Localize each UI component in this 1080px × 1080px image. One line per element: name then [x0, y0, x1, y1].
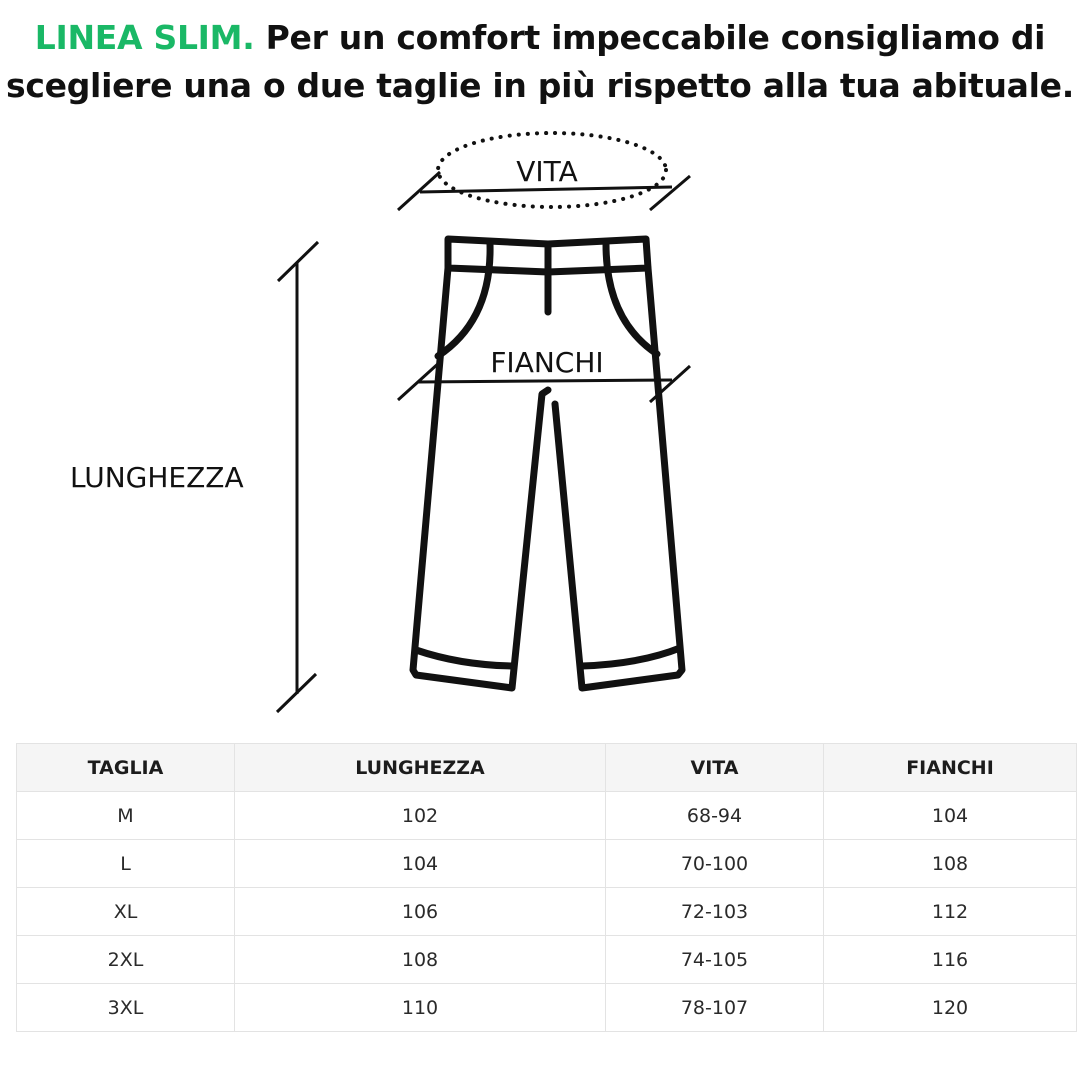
cell-vita: 68-94 — [606, 792, 824, 840]
hips-label: FIANCHI — [490, 346, 604, 379]
cell-lunghezza: 110 — [235, 984, 606, 1032]
cell-vita: 72-103 — [606, 888, 824, 936]
cell-vita: 74-105 — [606, 936, 824, 984]
cell-fianchi: 104 — [824, 792, 1077, 840]
header-lunghezza: LUNGHEZZA — [235, 744, 606, 792]
cell-lunghezza: 104 — [235, 840, 606, 888]
headline-accent: LINEA SLIM. — [34, 18, 255, 57]
table-row — [17, 936, 1077, 984]
table-row — [17, 840, 1077, 888]
waist-measure-tick-right — [650, 176, 690, 210]
cell-vita: 78-107 — [606, 984, 824, 1032]
cell-taglia: 3XL — [17, 984, 235, 1032]
table-header-row — [17, 744, 1077, 792]
waist-label: VITA — [516, 155, 578, 188]
headline-line-2: scegliere una o due taglie in più rispetto alla tua abituale. — [6, 66, 1074, 105]
cell-taglia: M — [17, 792, 235, 840]
cell-fianchi: 116 — [824, 936, 1077, 984]
headline-line-1-text: Per un comfort impeccabile consigliamo di — [254, 18, 1046, 57]
length-label: LUNGHEZZA — [70, 461, 244, 494]
cell-taglia: L — [17, 840, 235, 888]
cell-taglia: XL — [17, 888, 235, 936]
header-fianchi: FIANCHI — [824, 744, 1077, 792]
size-table — [16, 743, 1077, 1032]
cell-fianchi: 108 — [824, 840, 1077, 888]
cell-vita: 70-100 — [606, 840, 824, 888]
hips-measure-line — [418, 380, 672, 382]
table-row — [17, 792, 1077, 840]
cell-fianchi: 120 — [824, 984, 1077, 1032]
table-row — [17, 888, 1077, 936]
cell-lunghezza: 108 — [235, 936, 606, 984]
cell-taglia: 2XL — [17, 936, 235, 984]
header-vita: VITA — [606, 744, 824, 792]
cell-lunghezza: 102 — [235, 792, 606, 840]
table-row — [17, 984, 1077, 1032]
cell-lunghezza: 106 — [235, 888, 606, 936]
pants-outline — [413, 239, 682, 688]
header-taglia: TAGLIA — [17, 744, 235, 792]
cell-fianchi: 112 — [824, 888, 1077, 936]
